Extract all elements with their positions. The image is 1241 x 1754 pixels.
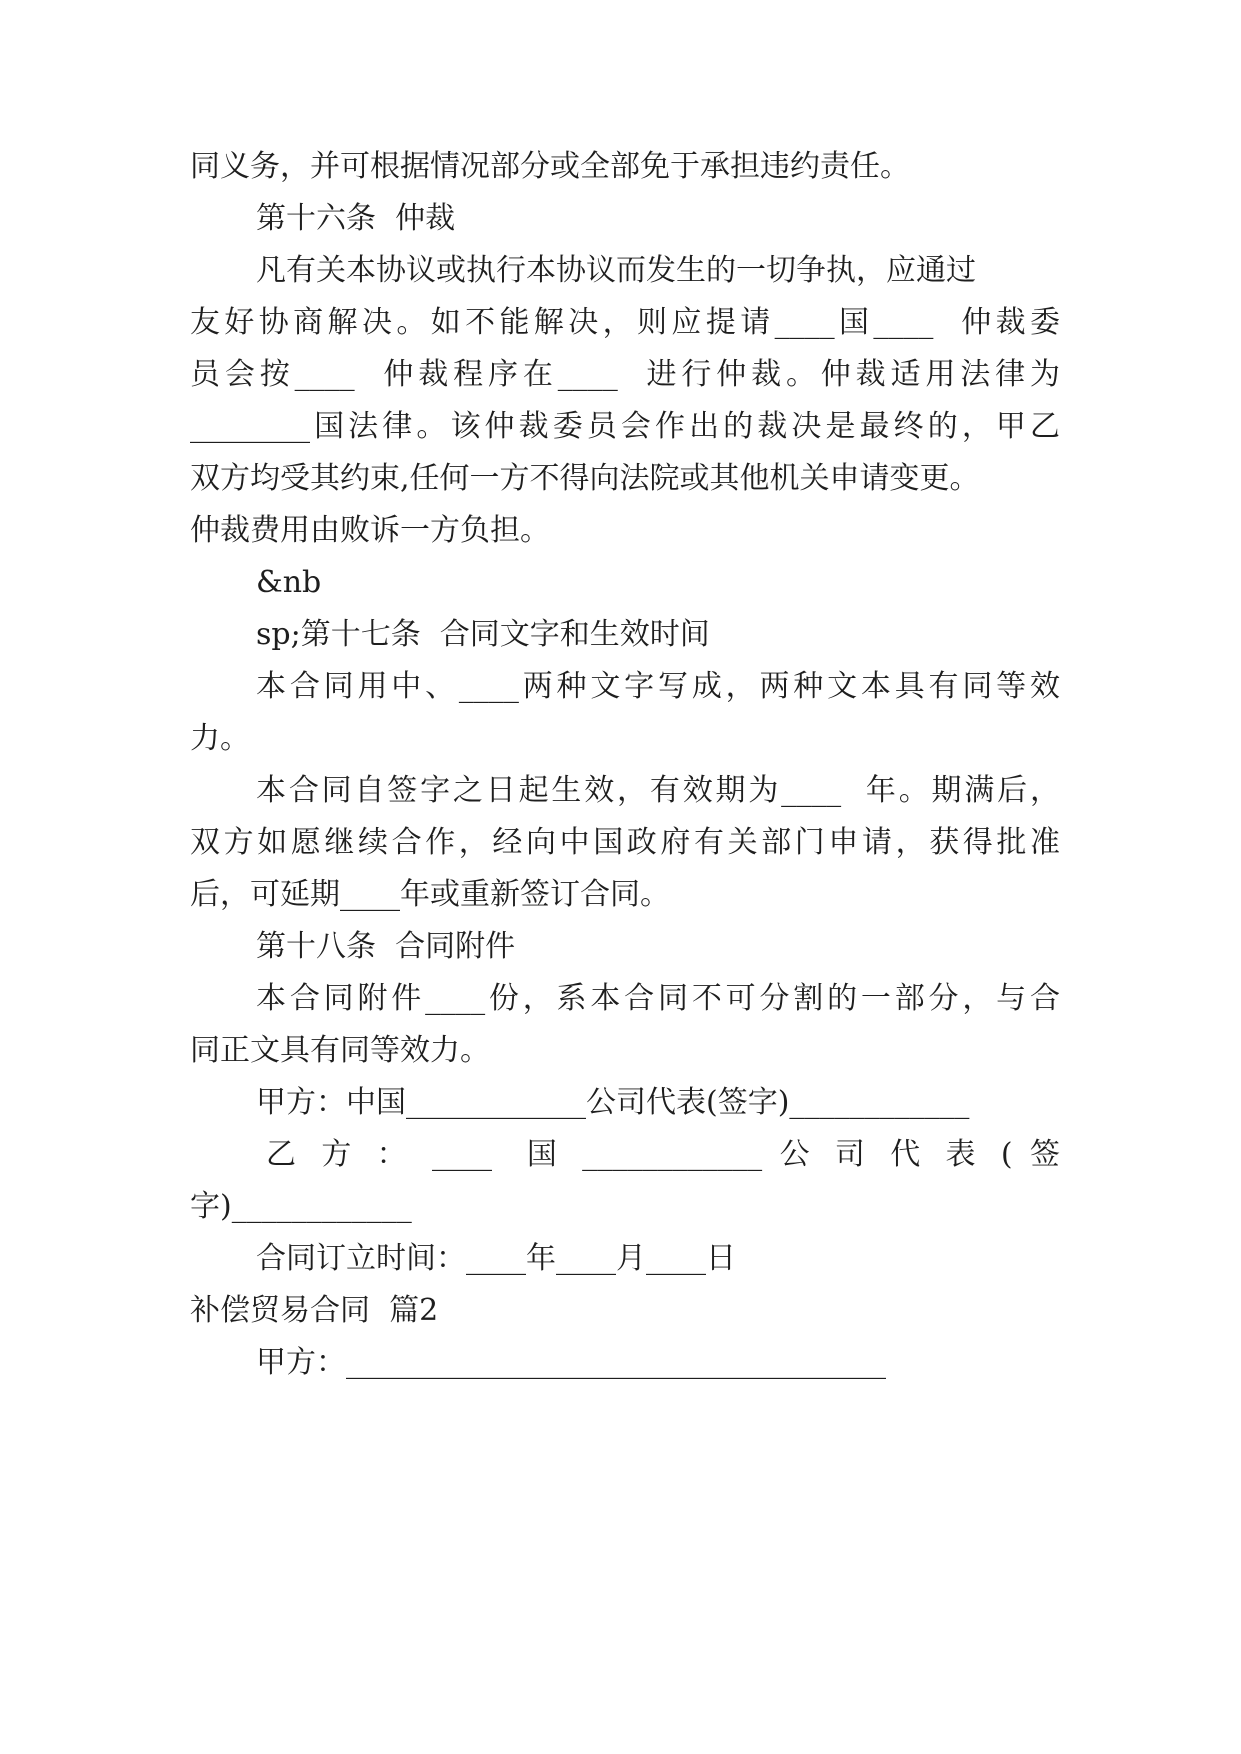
signature-line-party-b: 乙 方 ： ____ 国 ____________ 公 司 代 表 ( 签 <box>266 1137 1060 1172</box>
party-a-line: 甲方：____________________________________ <box>256 1345 886 1380</box>
article-heading: 第十八条 合同附件 <box>256 929 516 964</box>
text-line: 凡有关本协议或执行本协议而发生的一切争执，应通过 <box>256 253 976 288</box>
text-line: 字)____________ <box>190 1189 412 1224</box>
contract-date-line: 合同订立时间：____年____月____日 <box>256 1241 736 1276</box>
text-line: 友好协商解决。如不能解决，则应提请____国____ 仲裁委 <box>190 305 1060 340</box>
article-heading: sp;第十七条 合同文字和生效时间 <box>256 617 710 652</box>
text-line: 员会按____ 仲裁程序在____ 进行仲裁。仲裁适用法律为 <box>190 357 1060 392</box>
article-heading: 第十六条 仲裁 <box>256 201 456 236</box>
text-line: 后，可延期____年或重新签订合同。 <box>190 877 670 912</box>
signature-line-party-a: 甲方：中国____________公司代表(签字)____________ <box>256 1085 970 1120</box>
text-line: 仲裁费用由败诉一方负担。 <box>190 513 550 548</box>
text-line: ________国法律。该仲裁委员会作出的裁决是最终的，甲乙 <box>190 409 1060 444</box>
text-line: 本合同用中、____两种文字写成，两种文本具有同等效 <box>256 669 1060 704</box>
section-title: 补偿贸易合同 篇2 <box>190 1293 439 1328</box>
text-line: 双方均受其约束,任何一方不得向法院或其他机关申请变更。 <box>190 461 980 496</box>
text-line: 双方如愿继续合作，经向中国政府有关部门申请，获得批准 <box>190 825 1060 860</box>
text-line: 力。 <box>190 721 250 756</box>
text-line: &nb <box>256 565 322 600</box>
text-line: 同义务，并可根据情况部分或全部免于承担违约责任。 <box>190 149 910 184</box>
text-line: 同正文具有同等效力。 <box>190 1033 490 1068</box>
text-line: 本合同自签字之日起生效，有效期为____ 年。期满后， <box>256 773 1060 808</box>
text-line: 本合同附件____份，系本合同不可分割的一部分，与合 <box>256 981 1060 1016</box>
